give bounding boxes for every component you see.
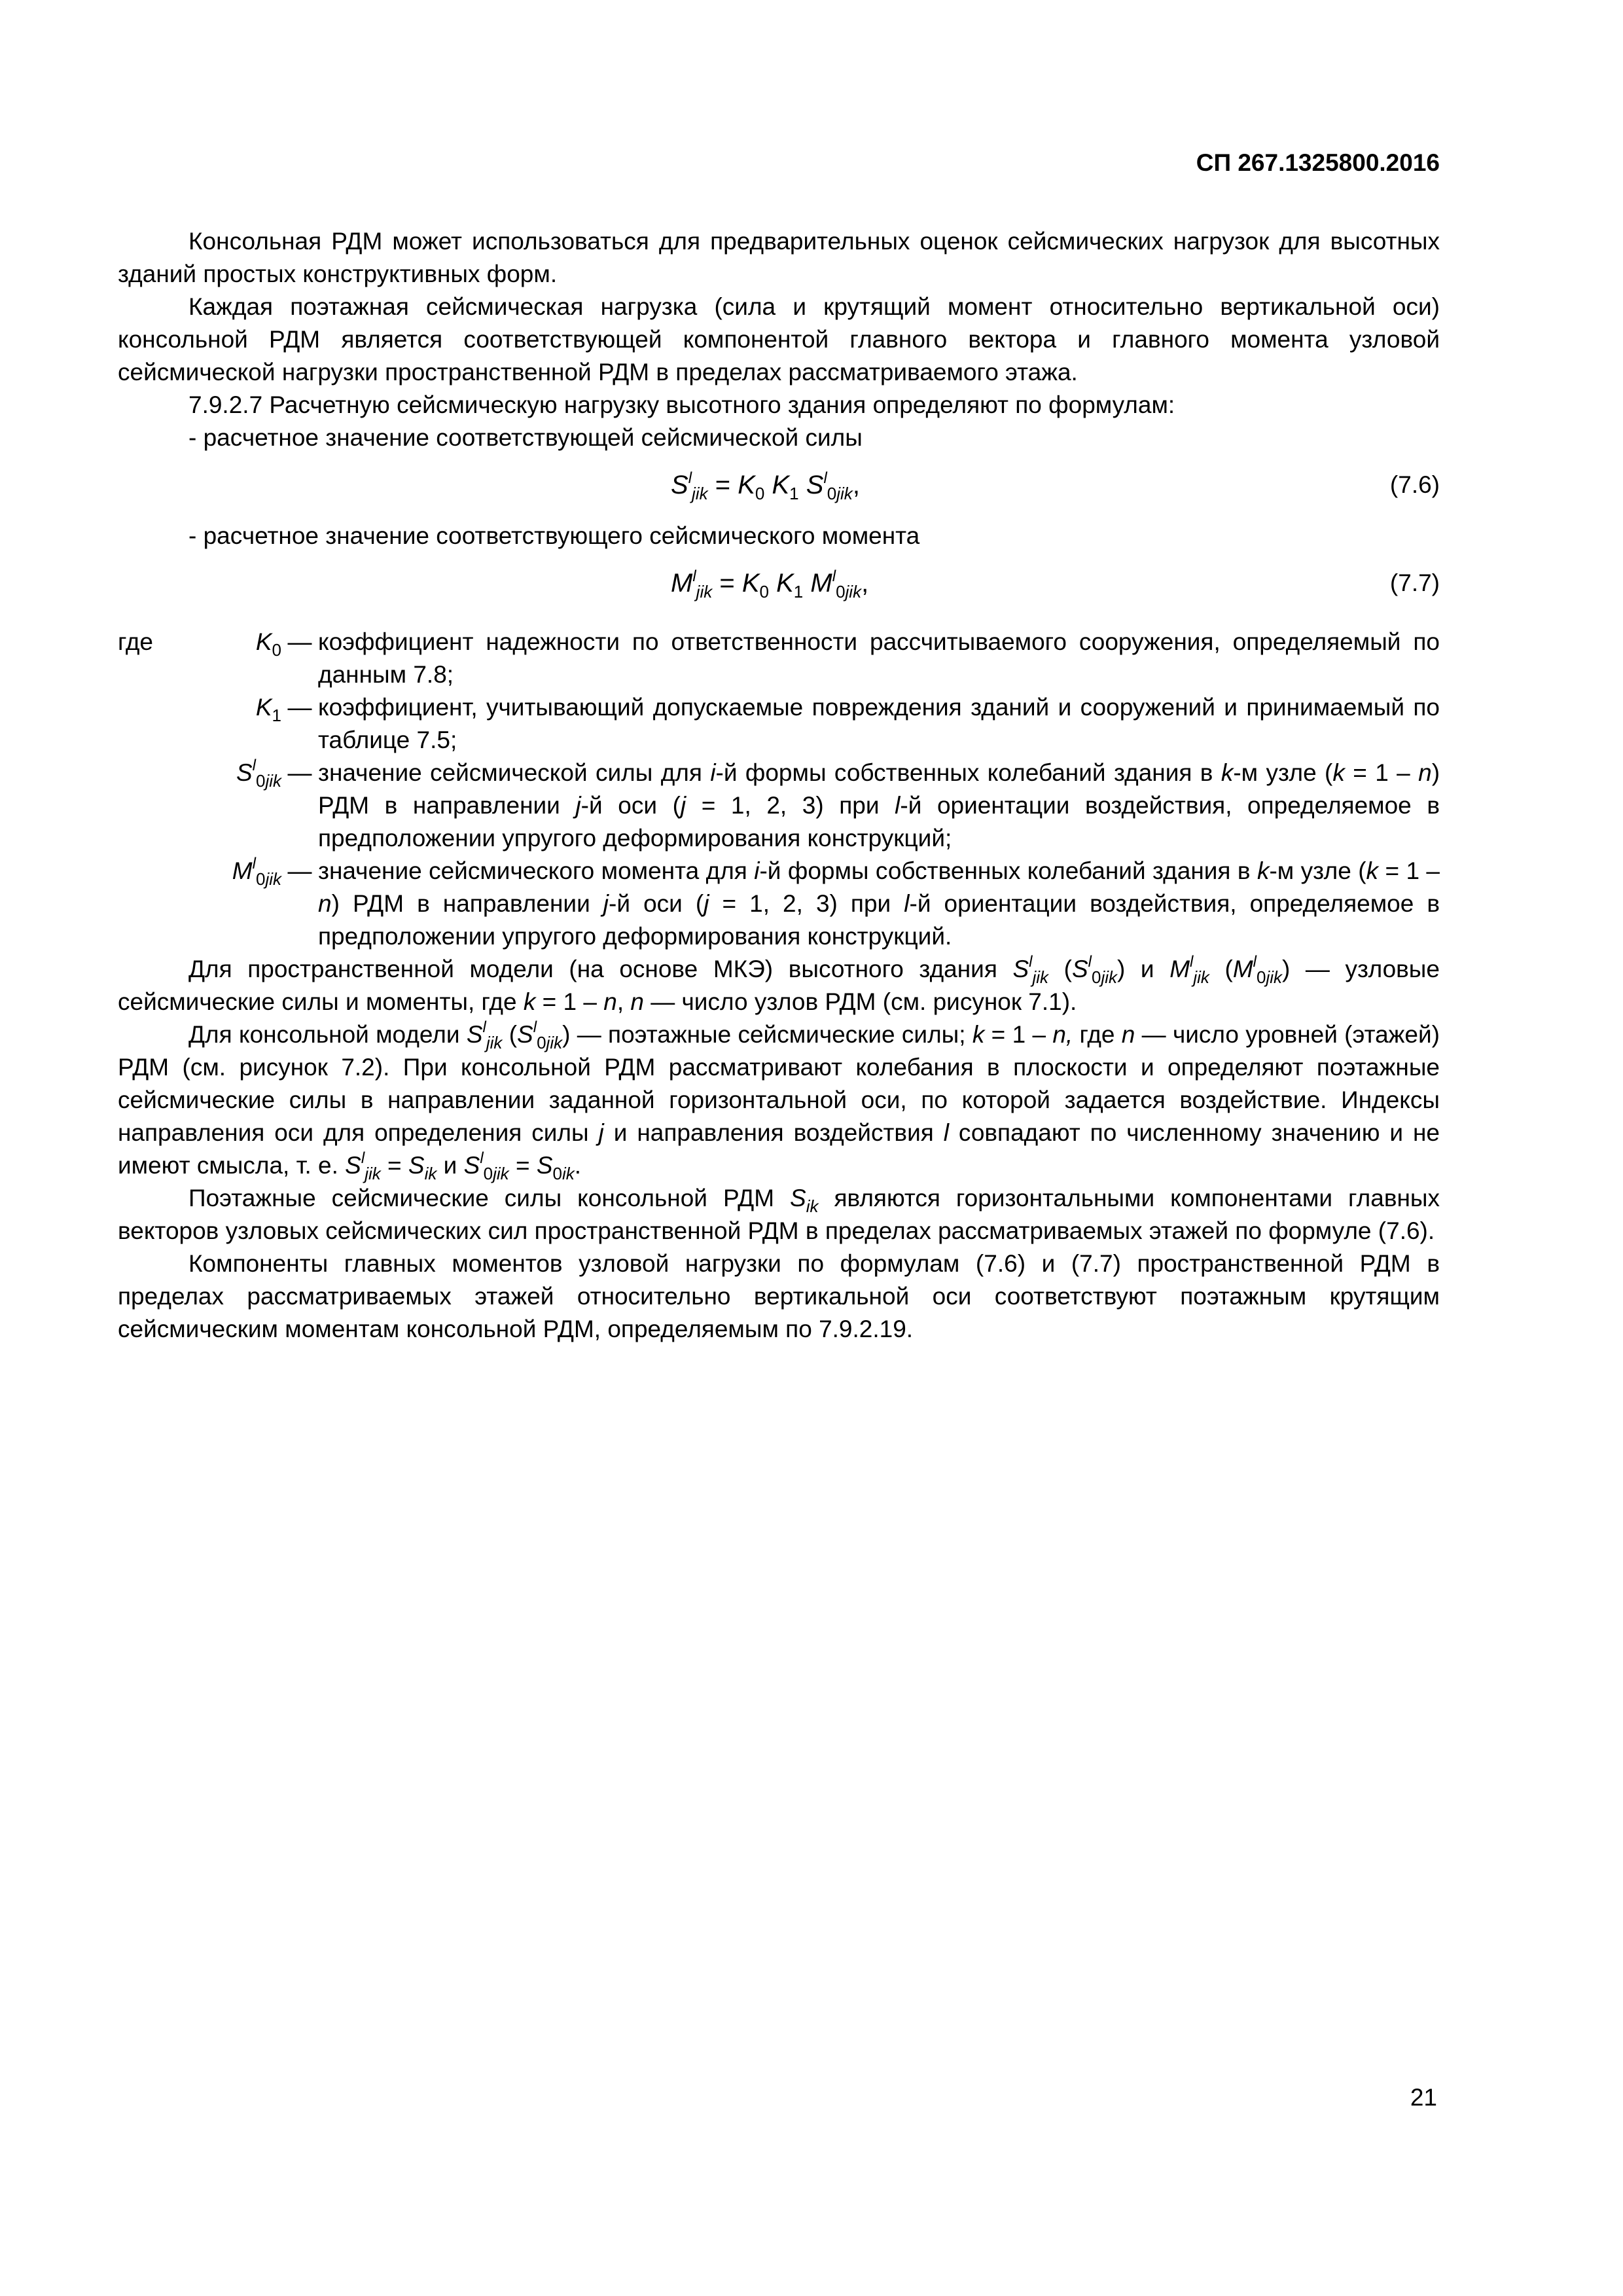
document-code: СП 267.1325800.2016 bbox=[1196, 149, 1440, 176]
paragraph-main-moments: Компоненты главных моментов узловой нагрузки по формулам (7.6) и (7.7) пространственной РДМ в пределах рассматриваемых этажей относительно вертикальной оси соответствуют поэтажным крутящим сейсмическим моментам консольной РДМ, определяемым по 7.9.2.19. bbox=[118, 1250, 1440, 1342]
definition-dash: — bbox=[287, 857, 312, 884]
formula-7-6 bbox=[118, 454, 1440, 520]
formula-7-7-expression: $M^l_{jik} = K_0$ $K_1$ $M^l_{0jik}$, bbox=[671, 567, 869, 601]
formula-7-7 bbox=[118, 552, 1440, 618]
definition-m0jik-text: значение сейсмического момента для i-й формы собственных колебаний здания в k-м узле (k = 1 – n) РДМ в направлении j-й оси (j = 1, 2, 3) при l-й ориентации воздействия, определяемое в предположении упругого деформирования конструкций. bbox=[318, 857, 1440, 950]
definition-dash: — bbox=[287, 628, 312, 655]
symbol-k1: $K_1$ bbox=[255, 694, 281, 725]
definition-m0jik bbox=[118, 855, 1440, 953]
definition-dash: — bbox=[287, 694, 312, 721]
definition-k0-text: коэффициент надежности по ответственности рассчитываемого сооружения, определяемый по данным 7.8; bbox=[318, 628, 1440, 688]
paragraph-moment-label: - расчетное значение соответствующего сейсмического момента bbox=[188, 522, 920, 549]
body-text bbox=[118, 225, 1440, 1346]
where-label: где bbox=[118, 628, 154, 655]
symbol-k0: $K_0$ bbox=[255, 628, 281, 660]
definition-s0jik-text: значение сейсмической силы для i-й формы собственных колебаний здания в k-м узле (k = 1 – n) РДМ в направлении j-й оси (j = 1, 2, 3) при l-й ориентации воздействия, определяемое в предположении упругого деформирования конструкций; bbox=[318, 759, 1440, 852]
formula-7-6-expression: $S^l_{jik} = K_0$ $K_1$ $S^l_{0jik}$, bbox=[671, 469, 860, 503]
definition-k1 bbox=[118, 691, 1440, 757]
definition-k1-text: коэффициент, учитывающий допускаемые повреждения зданий и сооружений и принимаемый по таблице 7.5; bbox=[318, 694, 1440, 753]
symbol-m0jik: $M^l_{0jik}$ bbox=[232, 855, 281, 889]
paragraph-force-label: - расчетное значение соответствующей сейсмической силы bbox=[188, 424, 863, 451]
definition-k0 bbox=[118, 626, 1440, 691]
formula-7-6-number: (7.6) bbox=[1389, 471, 1440, 498]
paragraph-cantilever-intro: Консольная РДМ может использоваться для предварительных оценок сейсмических нагрузок для высотных зданий простых конструктивных форм. bbox=[118, 228, 1440, 287]
definitions-list bbox=[118, 626, 1440, 953]
paragraph-cantilever-model: Для консольной модели $S^l_{jik}$ $(S^l_{0jik})$ — поэтажные сейсмические силы; k = 1 – n, где n — число уровней (этажей) РДМ (см. рисунок 7.2). При консольной РДМ рассматривают колебания в плоскости и определяют поэтажные сейсмические силы в направлении заданной горизонтальной оси, по которой задается воздействие. Индексы направления оси для определения силы j и направления воздействия l совпадают по численному значению и не имеют смысла, т. е. $S^l_{jik} = S_{ik}$ и $S^l_{0jik} = S_{0ik}$. bbox=[118, 1018, 1440, 1183]
formula-7-7-number: (7.7) bbox=[1389, 569, 1440, 596]
paragraph-7-9-2-7: 7.9.2.7 Расчетную сейсмическую нагрузку высотного здания определяют по формулам: bbox=[188, 391, 1175, 418]
page-number: 21 bbox=[1410, 2084, 1437, 2111]
paragraph-floor-forces: Поэтажные сейсмические силы консольной РДМ $S_{ik}$ являются горизонтальными компонентами главных векторов узловых сейсмических сил пространственной РДМ в пределах рассматриваемых этажей по формуле (7.6). bbox=[118, 1185, 1440, 1244]
definition-dash: — bbox=[287, 759, 312, 786]
symbol-s0jik: $S^l_{0jik}$ bbox=[236, 757, 281, 791]
paragraph-spatial-model: Для пространственной модели (на основе МКЭ) высотного здания $S^l_{jik}$ $(S^l_{0jik})$ и $M^l_{jik}$ $(M^l_{0jik})$ — узловые сейсмические силы и моменты, где k = 1 – n, n — число узлов РДМ (см. рисунок 7.1). bbox=[118, 953, 1440, 1015]
definition-s0jik bbox=[118, 757, 1440, 855]
paragraph-floor-load: Каждая поэтажная сейсмическая нагрузка (сила и крутящий момент относительно вертикальной оси) консольной РДМ является соответствующей компонентой главного вектора и главного момента узловой сейсмической нагрузки пространственной РДМ в пределах рассматриваемого этажа. bbox=[118, 293, 1440, 386]
